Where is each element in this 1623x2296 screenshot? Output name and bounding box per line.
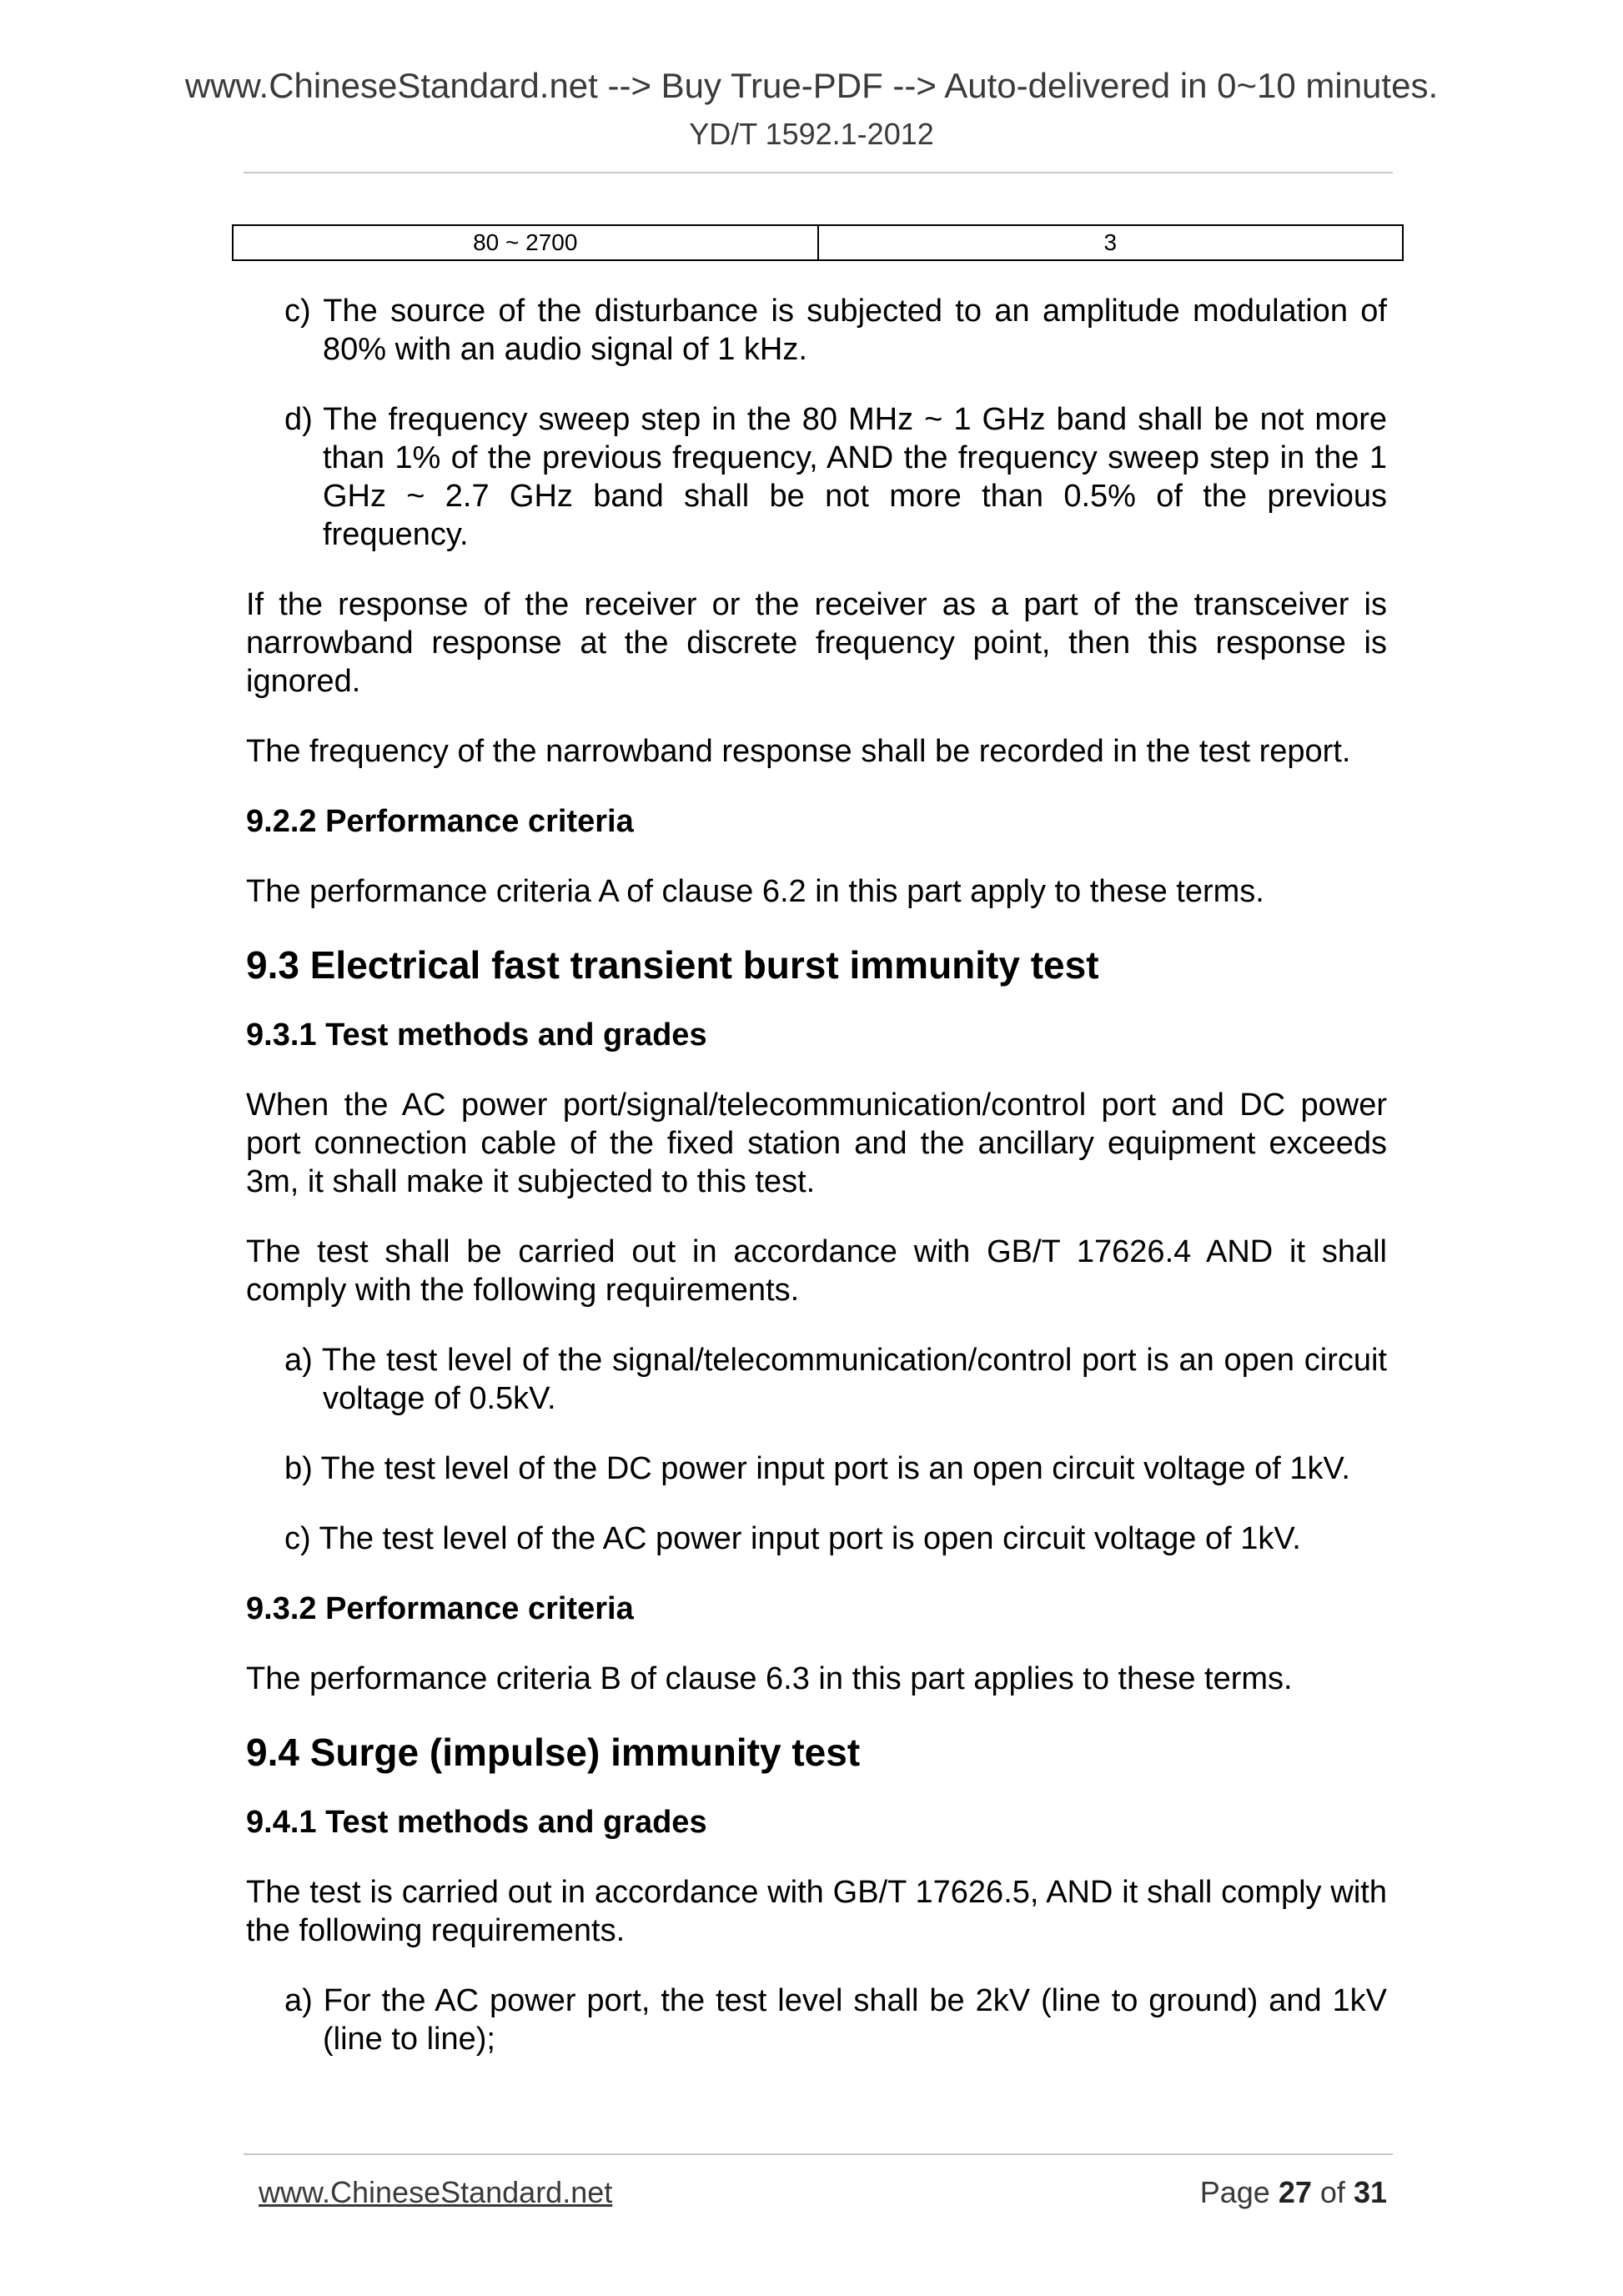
page-number: 27 <box>1278 2175 1312 2209</box>
document-code: YD/T 1592.1-2012 <box>689 117 934 151</box>
paragraph: The test shall be carried out in accordance with GB/T 17626.4 AND it shall comply with the following requirements. <box>246 1234 1387 1308</box>
document-body <box>246 292 1387 2090</box>
paragraph: The performance criteria A of clause 6.2 in this part apply to these terms. <box>246 874 1264 909</box>
page-total: 31 <box>1353 2175 1387 2209</box>
section-heading-9-4-1: 9.4.1 Test methods and grades <box>246 1805 707 1840</box>
paragraph: When the AC power port/signal/telecommunication/control port and DC power port connection cable of the fixed station and the ancillary equipment exceeds 3m, it shall make it subjected to this test. <box>246 1088 1387 1199</box>
list-item: c) The test level of the AC power input port is open circuit voltage of 1kV. <box>284 1521 1301 1556</box>
paragraph: If the response of the receiver or the receiver as a part of the transceiver is narrowband response at the discrete frequency point, then this response is ignored. <box>246 587 1387 699</box>
section-heading-9-4: 9.4 Surge (impulse) immunity test <box>246 1731 861 1774</box>
section-heading-9-3: 9.3 Electrical fast transient burst immunity test <box>246 943 1099 987</box>
header-divider <box>244 172 1393 173</box>
section-heading-9-2-2: 9.2.2 Performance criteria <box>246 804 634 839</box>
table-cell-level: 3 <box>818 225 1404 260</box>
list-item: a) For the AC power port, the test level shall be 2kV (line to ground) and 1kV (line to line); <box>284 1983 1387 2057</box>
section-heading-9-3-1: 9.3.1 Test methods and grades <box>246 1017 707 1053</box>
paragraph: The frequency of the narrowband response shall be recorded in the test report. <box>246 734 1351 769</box>
table-row <box>233 225 1403 260</box>
of-word: of <box>1319 2175 1345 2209</box>
list-item: c) The source of the disturbance is subjected to an amplitude modulation of 80% with an audio signal of 1 kHz. <box>284 294 1387 367</box>
page-indicator <box>1200 2175 1387 2210</box>
table-cell-frequency: 80 ~ 2700 <box>233 225 818 260</box>
frequency-table <box>232 224 1404 261</box>
section-heading-9-3-2: 9.3.2 Performance criteria <box>246 1591 634 1626</box>
list-item: b) The test level of the DC power input port is an open circuit voltage of 1kV. <box>284 1451 1350 1486</box>
paragraph: The performance criteria B of clause 6.3 in this part applies to these terms. <box>246 1661 1293 1696</box>
list-item: d) The frequency sweep step in the 80 MHz ~ 1 GHz band shall be not more than 1% of the previous frequency, AND the frequency sweep step in the 1 GHz ~ 2.7 GHz band shall be not more than 0.5% of the previous frequency. <box>284 402 1387 552</box>
page-word: Page <box>1199 2175 1270 2209</box>
footer-site-link[interactable]: www.ChineseStandard.net <box>259 2175 613 2209</box>
paragraph: The test is carried out in accordance with GB/T 17626.5, AND it shall comply with the following requirements. <box>246 1875 1387 1948</box>
site-banner: www.ChineseStandard.net --> Buy True-PDF --> Auto-delivered in 0~10 minutes. <box>184 66 1439 105</box>
footer-divider <box>244 2153 1393 2155</box>
list-item: a) The test level of the signal/telecommunication/control port is an open circuit voltage of 0.5kV. <box>284 1343 1387 1416</box>
